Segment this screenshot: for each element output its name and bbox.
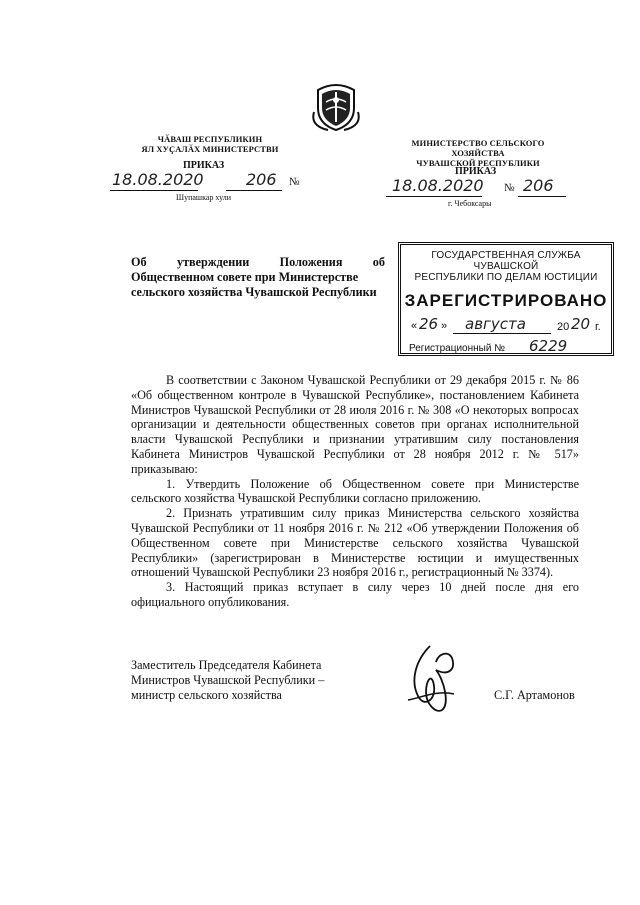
- stamp-reg-number: 6229: [529, 337, 568, 355]
- signatory-position: [131, 658, 324, 703]
- body-paragraph-3: 2. Признать утратившим силу приказ Министерства сельского хозяйства Чувашской Республики от 11 ноября 2016 г. № 212 «Об утверждении Положения об Общественном совете при Министерстве сельского хозяйства Чувашской Республики» (зарегистрирован в Министерстве юстиции и имущественных отношений Чувашской Республики 23 ноября 2016 г., регистрационный № 3374).: [131, 506, 579, 580]
- title-line2: Общественном совете при Министерстве: [131, 270, 359, 284]
- title-word-4: об: [372, 255, 385, 269]
- signatory-line2: Министров Чувашской Республики –: [131, 673, 325, 687]
- stamp-year-prefix: 20: [557, 321, 570, 333]
- stamp-line1: ГОСУДАРСТВЕННАЯ СЛУЖБА ЧУВАШСКОЙ: [431, 250, 581, 272]
- document-title: [131, 255, 385, 300]
- right-header-line1: МИНИСТЕРСТВО СЕЛЬСКОГО ХОЗЯЙСТВА: [411, 138, 545, 158]
- stamp-year-g: г.: [595, 321, 601, 333]
- stamp-line2: РЕСПУБЛИКИ ПО ДЕЛАМ ЮСТИЦИИ: [414, 272, 598, 283]
- signatory-line3: министр сельского хозяйства: [131, 688, 282, 702]
- right-number-underline: [518, 196, 566, 197]
- registration-stamp: [400, 244, 612, 354]
- left-prikaz-title: ПРИКАЗ: [183, 160, 225, 171]
- stamp-month-underline: [453, 333, 551, 334]
- signatory-name: С.Г. Артамонов: [494, 688, 575, 702]
- stamp-reg-underline: [511, 355, 599, 356]
- signatory-line1: Заместитель Председателя Кабинета: [131, 658, 322, 672]
- left-number: 206: [246, 170, 277, 189]
- handwritten-signature: [396, 640, 466, 720]
- stamp-day: 26: [419, 315, 439, 333]
- right-number: 206: [523, 176, 554, 195]
- stamp-reg-row: [401, 337, 611, 357]
- left-number-underline: [226, 190, 282, 191]
- left-city: Шупашкар хули: [176, 193, 231, 202]
- title-word-1: Об: [131, 255, 147, 269]
- coat-of-arms-emblem: [312, 82, 360, 132]
- left-date-underline: [110, 190, 198, 191]
- title-word-2: утверждении: [176, 255, 250, 269]
- stamp-registered: ЗАРЕГИСТРИРОВАНО: [404, 291, 608, 310]
- body-paragraph-4: 3. Настоящий приказ вступает в силу через 10 дней после дня его официального опубликования.: [131, 580, 579, 609]
- right-header: [388, 138, 568, 168]
- body-paragraph-2: 1. Утвердить Положение об Общественном совете при Министерстве сельского хозяйства Чувашской Республики согласно приложению.: [131, 476, 579, 506]
- left-date: 18.08.2020: [112, 170, 204, 189]
- left-header-line1: ЧӐВАШ РЕСПУБЛИКИН: [157, 134, 263, 144]
- stamp-reg-label: Регистрационный №: [409, 343, 505, 354]
- title-line3: сельского хозяйства Чувашской Республики: [131, 285, 377, 299]
- body-paragraph-1: В соответствии с Законом Чувашской Республики от 29 декабря 2015 г. № 86 «Об общественном контроле в Чувашской Республике», постановлением Кабинета Министров Чувашской Республики от 28 июля 2016 г. № 308 «О некоторых вопросах организации и деятельности общественных советов при органах исполнительной власти Чувашской Республики и признании утратившим силу постановления Кабинета Министров Чувашской Республики от 28 ноября 2012 г. № 517» приказываю:: [131, 373, 579, 476]
- left-header-line2: ЯЛ ХУҪАЛӐХ МИНИСТЕРСТВИ: [141, 144, 279, 154]
- title-word-3: Положения: [279, 255, 343, 269]
- stamp-date-row: [401, 315, 611, 337]
- stamp-month: августа: [465, 315, 526, 333]
- left-header: [140, 134, 280, 154]
- right-date: 18.08.2020: [392, 176, 484, 195]
- stamp-quote-close: »: [441, 320, 448, 332]
- right-city: г. Чебоксары: [448, 199, 492, 208]
- stamp-quote-open: «: [411, 320, 418, 332]
- left-no-sign: №: [289, 176, 300, 188]
- document-body: [131, 373, 579, 610]
- right-no-sign: №: [504, 182, 515, 194]
- right-header-line2: ЧУВАШСКОЙ РЕСПУБЛИКИ: [416, 158, 540, 168]
- title-line1: [131, 255, 385, 270]
- right-prikaz-title: ПРИКАЗ: [455, 166, 497, 177]
- stamp-year-suffix: 20: [571, 315, 591, 333]
- right-date-underline: [386, 196, 482, 197]
